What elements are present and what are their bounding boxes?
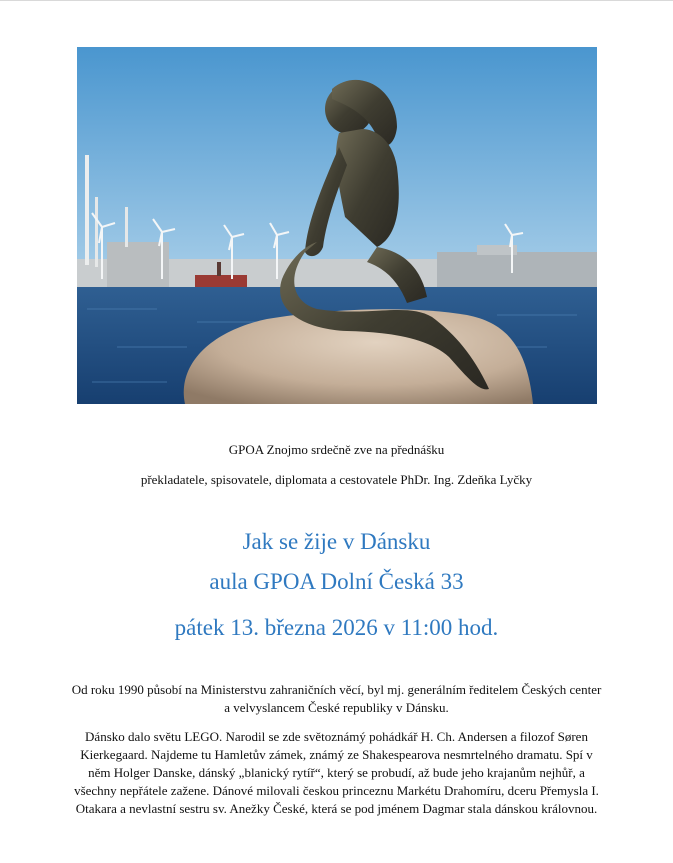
lecture-datetime: pátek 13. března 2026 v 11:00 hod. xyxy=(174,615,499,640)
little-mermaid-photo xyxy=(77,47,597,404)
little-mermaid-illustration xyxy=(77,47,597,404)
denmark-description-paragraph: Dánsko dalo světu LEGO. Narodil se zde světoznámý pohádkář H. Ch. Andersen a filozof Søren Kierkegaard. Najdeme tu Hamletův zámek, známý ze Shakespearova nesmrtelného dramatu. Spí v něm Holger Danske, dánský „blanický rytíř“, který se probudí, až bude jeho krajanům nejhůř, a všechny nepřátele zažene. Dánové milovali českou princeznu Markétu Drahomíru, dceru Přemysla I. Otakara a nevlastní sestru sv. Anežky České, která se pod jménem Dagmar stala dánskou královnou. xyxy=(74,729,599,816)
invite-line: GPOA Znojmo srdečně zve na přednášku xyxy=(228,442,445,457)
speaker-bio-paragraph: Od roku 1990 působí na Ministerstvu zahraničních věcí, byl mj. generálním ředitelem Českých center a velvyslancem České republiky v Dánsku. xyxy=(71,682,602,715)
speaker-line: překladatele, spisovatele, diplomata a cestovatele PhDr. Ing. Zdeňka Lyčky xyxy=(140,472,533,487)
lecture-venue: aula GPOA Dolní Česká 33 xyxy=(209,569,464,594)
page-top-border xyxy=(0,0,673,1)
lecture-title: Jak se žije v Dánsku xyxy=(242,529,431,554)
